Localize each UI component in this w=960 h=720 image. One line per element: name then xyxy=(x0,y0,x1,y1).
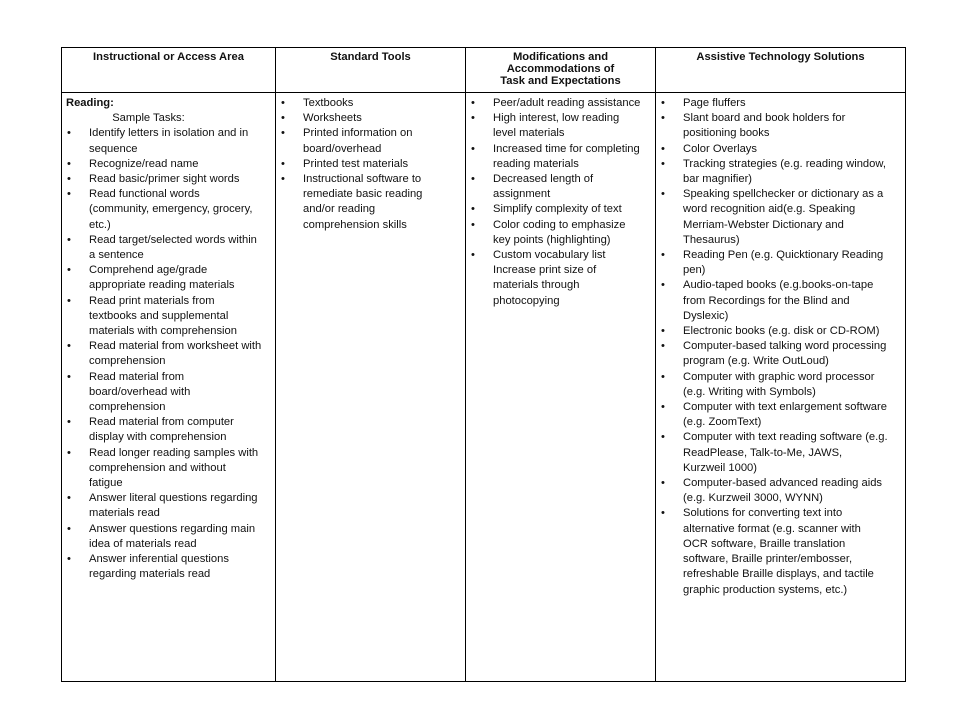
list-item-line: • Answer inferential questions xyxy=(89,553,229,566)
list-item-line: • Read target/selected words within xyxy=(89,233,257,246)
list-item-line: • Speaking spellchecker or dictionary as a xyxy=(683,188,884,201)
list-item xyxy=(470,96,651,111)
list-item-line: • Computer-based talking word processing xyxy=(683,340,887,353)
list-item xyxy=(66,552,271,582)
list-item xyxy=(660,430,901,476)
assistive-tech-list xyxy=(660,96,901,598)
list-item xyxy=(660,278,901,324)
list-item xyxy=(66,233,271,263)
list-item-line: Kurzweil 1000) xyxy=(683,461,757,474)
list-item-line: reading materials xyxy=(493,157,579,170)
list-item-line: idea of materials read xyxy=(89,537,197,550)
list-item-line: • Color Overlays xyxy=(683,142,757,155)
list-item-line: • Reading Pen (e.g. Quicktionary Reading xyxy=(683,249,884,262)
list-item-line: • Decreased length of xyxy=(493,173,594,186)
list-item xyxy=(66,294,271,340)
list-item-line: graphic production systems, etc.) xyxy=(683,583,848,596)
list-item-line: • Slant board and book holders for xyxy=(683,112,846,125)
list-item xyxy=(660,96,901,111)
list-item-line: (community, emergency, grocery, xyxy=(89,203,253,216)
standard-tools-list xyxy=(280,96,461,233)
list-item xyxy=(470,142,651,172)
section-subtitle: Sample Tasks: xyxy=(112,112,185,125)
list-item-line: • Solutions for converting text into xyxy=(683,507,843,520)
list-item-line: comprehension skills xyxy=(303,218,407,231)
list-item xyxy=(280,172,461,233)
list-item xyxy=(66,522,271,552)
table-body-row xyxy=(62,93,905,681)
list-item-line: comprehension and without xyxy=(89,461,226,474)
list-item xyxy=(660,506,901,597)
list-item-line: display with comprehension xyxy=(89,431,227,444)
list-item-line: • Electronic books (e.g. disk or CD-ROM) xyxy=(683,325,880,338)
header-instructional-area xyxy=(62,48,276,92)
list-item-line: • Read print materials from xyxy=(89,294,215,307)
list-item xyxy=(660,476,901,506)
list-item-line: • Instructional software to xyxy=(303,173,422,186)
list-item-line: positioning books xyxy=(683,127,770,140)
list-item-line: refreshable Braille displays, and tactile xyxy=(683,568,874,581)
list-item-line: etc.) xyxy=(89,218,111,231)
list-item-line: fatigue xyxy=(89,477,123,490)
list-item-line: • Color coding to emphasize xyxy=(493,218,626,231)
modifications-list xyxy=(470,96,651,309)
list-item xyxy=(470,202,651,217)
list-item-line: materials through xyxy=(493,279,580,292)
list-item-line: and/or reading xyxy=(303,203,376,216)
header-modifications-line: Modifications and xyxy=(512,51,609,63)
list-item-line: • Computer with text enlargement software xyxy=(683,401,887,414)
list-item-line: level materials xyxy=(493,127,565,140)
list-item-line: • Recognize/read name xyxy=(89,157,199,170)
list-item xyxy=(470,248,651,309)
list-item-line: • Audio-taped books (e.g.books-on-tape xyxy=(683,279,874,292)
list-item-line: • Peer/adult reading assistance xyxy=(493,97,641,109)
list-item-line: alternative format (e.g. scanner with xyxy=(683,522,861,535)
list-item-line: (e.g. Writing with Symbols) xyxy=(683,385,816,398)
list-item-line: Increase print size of xyxy=(493,264,597,277)
list-item-line: comprehension xyxy=(89,401,166,414)
list-item-line: a sentence xyxy=(89,249,144,262)
list-item-line: • Increased time for completing xyxy=(493,142,640,155)
section-title: Reading: xyxy=(66,97,114,109)
list-item xyxy=(660,157,901,187)
list-item-line: • Read longer reading samples with xyxy=(89,446,259,459)
header-modifications-line: Accommodations of xyxy=(506,63,615,76)
sample-tasks-list xyxy=(66,126,271,582)
list-item-line: • Identify letters in isolation and in xyxy=(89,127,249,140)
list-item xyxy=(66,446,271,492)
list-item xyxy=(280,157,461,172)
list-item xyxy=(66,126,271,156)
list-item-line: remediate basic reading xyxy=(303,188,423,201)
list-item xyxy=(470,111,651,141)
list-item-line: software, Braille printer/embosser, xyxy=(683,553,853,566)
list-item-line: • Read basic/primer sight words xyxy=(89,173,240,186)
list-item xyxy=(66,491,271,521)
list-item-line: board/overhead with xyxy=(89,385,191,398)
table-header-row xyxy=(62,48,905,93)
list-item-line: appropriate reading materials xyxy=(89,279,235,292)
header-standard-tools-text: Standard Tools xyxy=(330,51,411,63)
header-modifications-line: Task and Expectations xyxy=(500,75,621,88)
list-item xyxy=(660,324,901,339)
list-item-line: • Answer questions regarding main xyxy=(89,522,256,535)
list-item-line: pen) xyxy=(683,264,706,277)
list-item-line: • Printed information on xyxy=(303,127,413,140)
list-item xyxy=(660,187,901,248)
list-item-line: program (e.g. Write OutLoud) xyxy=(683,355,829,368)
list-item-line: • Computer with text reading software (e.g. xyxy=(683,431,888,444)
list-item-line: word recognition aid(e.g. Speaking xyxy=(683,203,856,216)
list-item xyxy=(66,415,271,445)
list-item-line: Thesaurus) xyxy=(683,233,740,246)
list-item-line: • Read material from worksheet with xyxy=(89,340,262,353)
list-item-line: • Worksheets xyxy=(303,112,362,125)
list-item xyxy=(280,111,461,126)
list-item-line: from Recordings for the Blind and xyxy=(683,294,850,307)
list-item xyxy=(66,157,271,172)
list-item-line: bar magnifier) xyxy=(683,173,753,186)
list-item xyxy=(660,111,901,141)
list-item xyxy=(280,96,461,111)
list-item-line: • Read material from computer xyxy=(89,416,234,429)
list-item-line: textbooks and supplemental xyxy=(89,309,229,322)
list-item-line: assignment xyxy=(493,188,551,201)
list-item xyxy=(660,400,901,430)
list-item-line: ReadPlease, Talk-to-Me, JAWS, xyxy=(683,446,843,459)
list-item-line: (e.g. Kurzweil 3000, WYNN) xyxy=(683,492,823,505)
list-item-line: • Page fluffers xyxy=(683,97,746,109)
list-item-line: • High interest, low reading xyxy=(493,112,620,125)
list-item xyxy=(66,172,271,187)
header-standard-tools xyxy=(276,48,466,92)
list-item-line: Merriam-Webster Dictionary and xyxy=(683,218,844,231)
list-item-line: • Computer-based advanced reading aids xyxy=(683,477,883,490)
list-item-line: (e.g. ZoomText) xyxy=(683,416,762,429)
list-item xyxy=(660,370,901,400)
header-assistive-tech-text: Assistive Technology Solutions xyxy=(696,51,865,63)
list-item-line: key points (highlighting) xyxy=(493,233,611,246)
accommodations-table xyxy=(61,47,906,682)
list-item-line: regarding materials read xyxy=(89,568,211,581)
list-item-line: comprehension xyxy=(89,355,166,368)
list-item-line: • Read material from xyxy=(89,370,185,383)
list-item xyxy=(66,263,271,293)
list-item-line: photocopying xyxy=(493,294,560,307)
list-item xyxy=(660,248,901,278)
list-item-line: board/overhead xyxy=(303,142,382,155)
list-item xyxy=(660,339,901,369)
header-modifications xyxy=(466,48,656,92)
list-item-line: materials read xyxy=(89,507,160,520)
standard-tools-cell xyxy=(276,93,466,681)
list-item-line: Dyslexic) xyxy=(683,309,729,322)
list-item-line: • Answer literal questions regarding xyxy=(89,492,258,505)
list-item-line: • Tracking strategies (e.g. reading window, xyxy=(683,157,886,170)
instructional-area-cell xyxy=(62,93,276,681)
list-item-line: • Simplify complexity of text xyxy=(493,203,622,216)
modifications-cell xyxy=(466,93,656,681)
list-item-line: materials with comprehension xyxy=(89,325,237,338)
list-item xyxy=(66,187,271,233)
list-item-line: • Computer with graphic word processor xyxy=(683,370,875,383)
header-assistive-tech xyxy=(656,48,905,92)
list-item-line: • Textbooks xyxy=(303,97,354,109)
list-item xyxy=(470,172,651,202)
assistive-tech-cell xyxy=(656,93,905,681)
list-item-line: sequence xyxy=(89,142,138,155)
list-item xyxy=(470,218,651,248)
list-item xyxy=(66,339,271,369)
list-item-line: OCR software, Braille translation xyxy=(683,537,846,550)
list-item-line: • Custom vocabulary list xyxy=(493,249,606,262)
list-item-line: • Printed test materials xyxy=(303,157,409,170)
list-item xyxy=(66,370,271,416)
list-item xyxy=(660,142,901,157)
list-item-line: • Comprehend age/grade xyxy=(89,264,208,277)
header-instructional-area-text: Instructional or Access Area xyxy=(93,51,244,63)
list-item xyxy=(280,126,461,156)
list-item-line: • Read functional words xyxy=(89,188,200,201)
